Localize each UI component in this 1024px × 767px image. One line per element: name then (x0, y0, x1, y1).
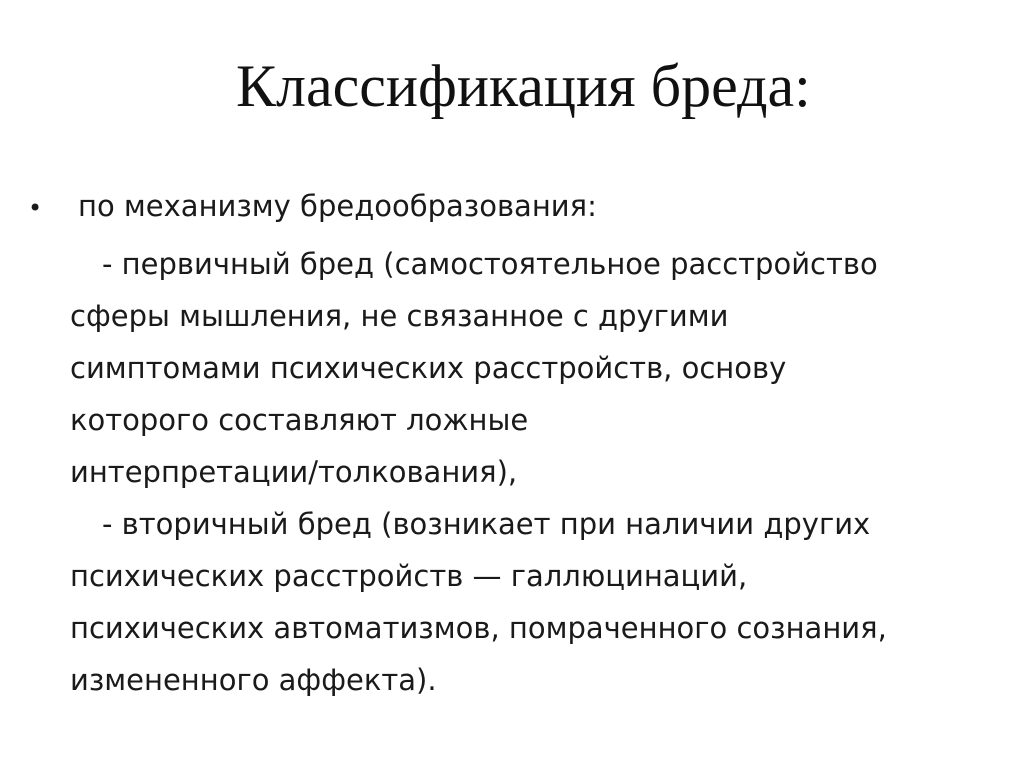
secondary-delusion-line: измененного аффекта). (70, 663, 437, 697)
primary-delusion-line: симптомами психических расстройств, основу (70, 351, 787, 385)
secondary-delusion-line: - вторичный бред (возникает при наличии других (102, 507, 871, 541)
slide-title: Классификация бреда: (236, 53, 811, 119)
secondary-delusion-line: психических автоматизмов, помраченного сознания, (70, 611, 887, 645)
primary-delusion-line: - первичный бред (самостоятельное расстройство (102, 247, 878, 281)
bullet-marker: • (28, 194, 43, 222)
primary-delusion-paragraph (70, 238, 1010, 498)
bullet-text: по механизму бредообразования: (78, 189, 597, 223)
bullet-item (28, 180, 597, 234)
secondary-delusion-line: психических расстройств — галлюцинаций, (70, 559, 748, 593)
primary-delusion-line: которого составляют ложные (70, 403, 529, 437)
secondary-delusion-paragraph (70, 498, 1010, 706)
primary-delusion-line: интерпретации/толкования), (70, 455, 518, 489)
primary-delusion-line: сферы мышления, не связанное с другими (70, 299, 729, 333)
